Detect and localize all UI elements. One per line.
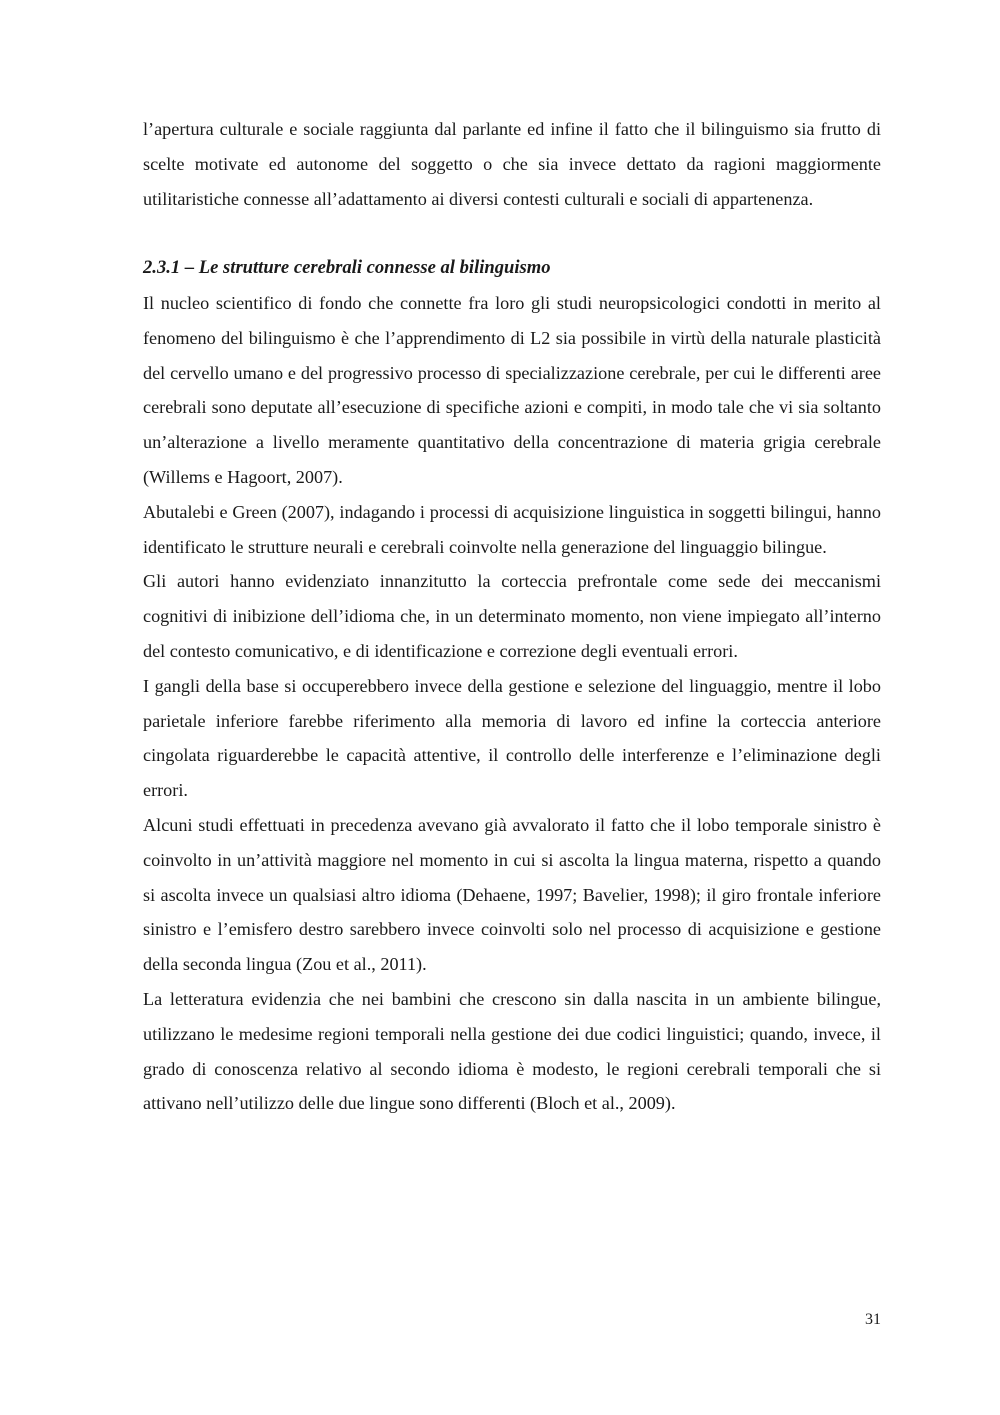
body-paragraph: I gangli della base si occuperebbero invece della gestione e selezione del linguaggio, mentre il lobo parietale inferiore farebbe riferimento alla memoria di lavoro ed infine la corteccia anteriore cingolata riguarderebbe le capacità attentive, il controllo delle interferenze e l’eliminazione degli errori.: [143, 675, 881, 801]
page-number: 31: [865, 1311, 881, 1328]
body-paragraph: Il nucleo scientifico di fondo che connette fra loro gli studi neuropsicologici condotti in merito al fenomeno del bilinguismo è che l’apprendimento di L2 sia possibile in virtù della naturale plasticità del cervello umano e del progressivo processo di specializzazione cerebrale, per cui le differenti aree cerebrali sono deputate all’esecuzione di specifiche azioni e compiti, in modo tale che vi sia soltanto un’alterazione a livello meramente quantitativo della concentrazione di materia grigia cerebrale (Willems e Hagoort, 2007).: [143, 292, 881, 487]
intro-paragraph: l’apertura culturale e sociale raggiunta dal parlante ed infine il fatto che il bilinguismo sia frutto di scelte motivate ed autonome del soggetto o che sia invece dettato da ragioni maggiormente utilitaristiche connesse all’adattamento ai diversi contesti culturali e sociali di appartenenza.: [143, 119, 881, 209]
body-paragraph: Abutalebi e Green (2007), indagando i processi di acquisizione linguistica in soggetti bilingui, hanno identificato le strutture neurali e cerebrali coinvolte nella generazione del linguaggio bilingue.: [143, 501, 881, 557]
body-paragraph: Alcuni studi effettuati in precedenza avevano già avvalorato il fatto che il lobo temporale sinistro è coinvolto in un’attività maggiore nel momento in cui si ascolta la lingua materna, rispetto a quando si ascolta invece un qualsiasi altro idioma (Dehaene, 1997; Bavelier, 1998); il giro frontale inferiore sinistro e l’emisfero destro sarebbero invece coinvolti solo nel processo di acquisizione e gestione della seconda lingua (Zou et al., 2011).: [143, 814, 881, 975]
section-heading: 2.3.1 – Le strutture cerebrali connesse al bilinguismo: [143, 257, 551, 279]
body-paragraph: Gli autori hanno evidenziato innanzitutto la corteccia prefrontale come sede dei meccanismi cognitivi di inibizione dell’idioma che, in un determinato momento, non viene impiegato all’interno del contesto comunicativo, e di identificazione e correzione degli eventuali errori.: [143, 571, 881, 661]
paragraph-gap: [143, 216, 881, 251]
body-paragraph: La letteratura evidenzia che nei bambini che crescono sin dalla nascita in un ambiente bilingue, utilizzano le medesime regioni temporali nella gestione dei due codici linguistici; quando, invece, il grado di conoscenza relativo al secondo idioma è modesto, le regioni cerebrali temporali che si attivano nell’utilizzo delle due lingue sono differenti (Bloch et al., 2009).: [143, 988, 881, 1114]
page-body: [143, 112, 881, 1121]
